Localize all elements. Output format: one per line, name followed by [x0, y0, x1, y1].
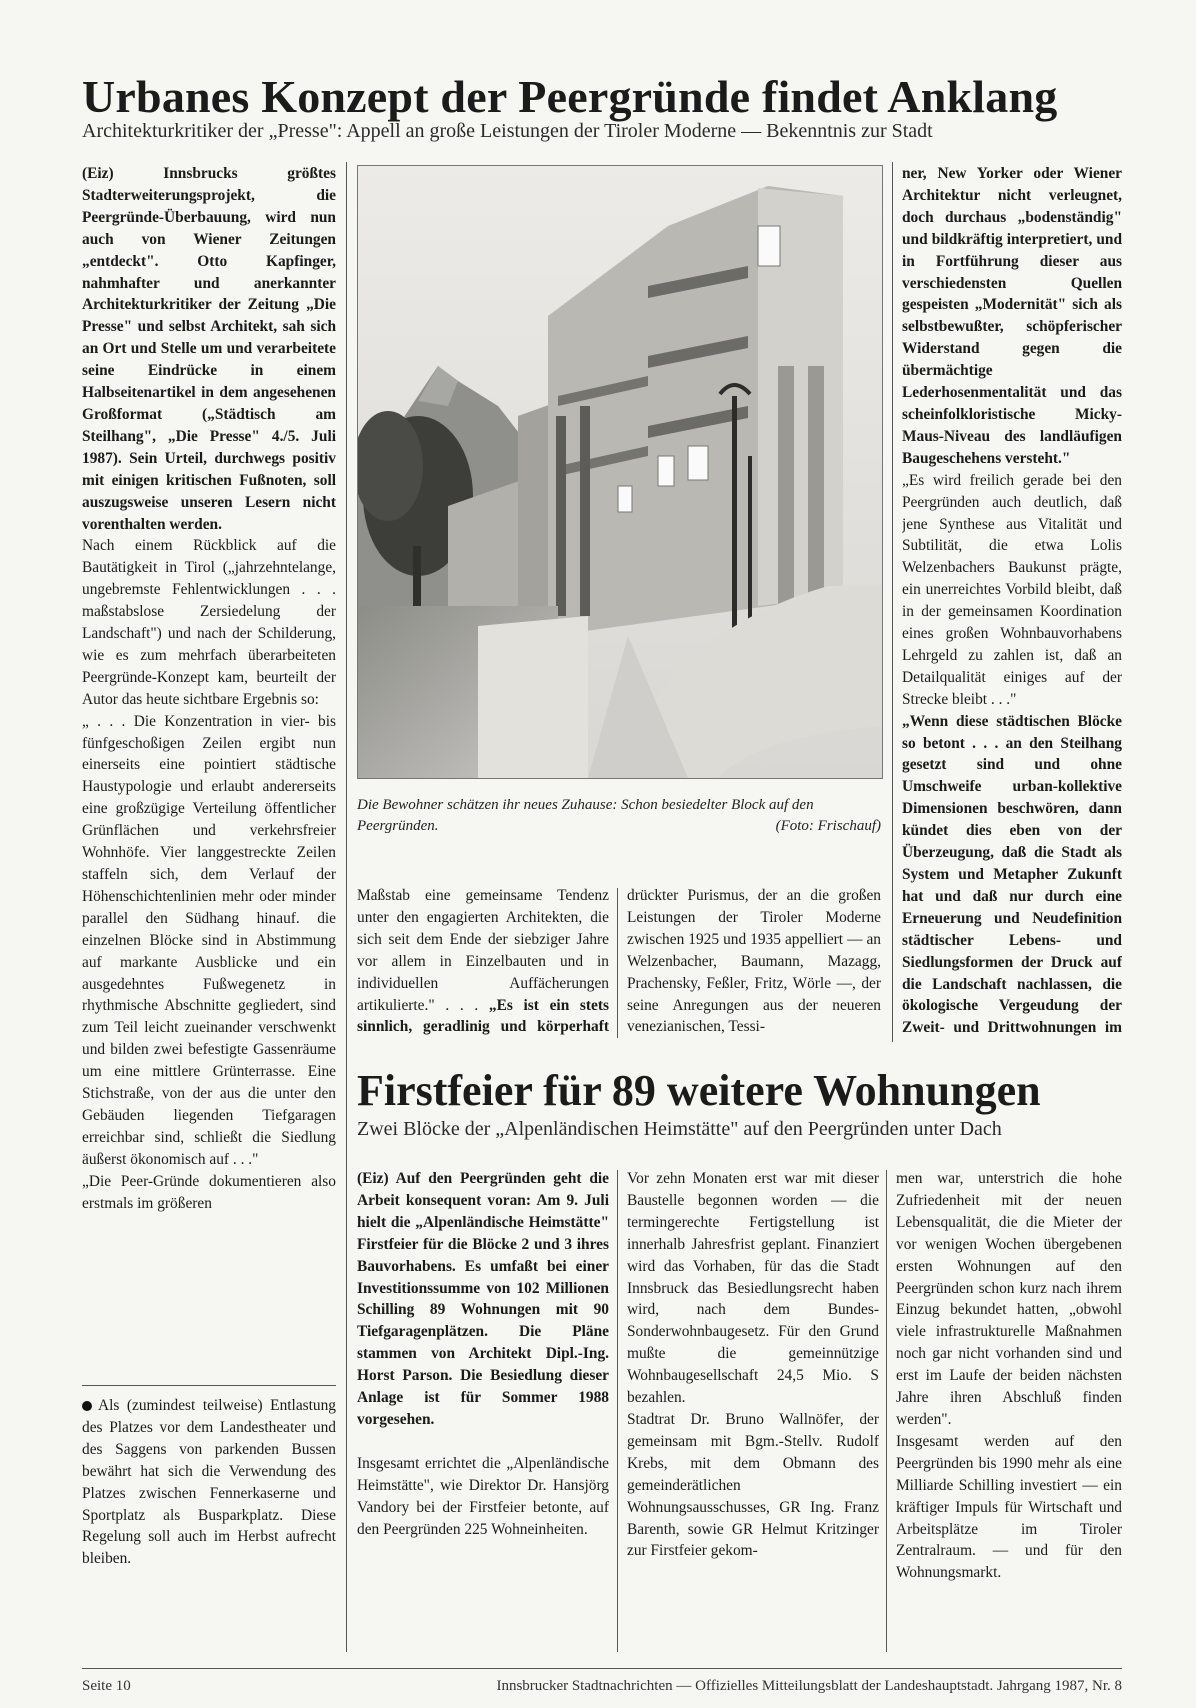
article-headline: Urbanes Konzept der Peergründe findet Anklang — [82, 71, 1058, 122]
page-number: Seite 10 — [82, 1678, 131, 1694]
brief-divider — [82, 1385, 336, 1386]
column-rule — [346, 162, 347, 1652]
article-quote: drückter Purismus, der an die großen Leistungen der Tiroler Moderne zwischen 1925 und 1935 appelliert — an Welzenbacher, Baumann, Mazagg, Prachensky, Feßler, Fritz, Wörle —, der seine Anregungen aus der neueren venezianischen, Tessi- — [627, 887, 881, 1036]
caption-text: Die Bewohner schätzen ihr neues Zuhause: Schon besiedelter Block auf den Peergründen. — [357, 797, 814, 834]
article1-column-1 — [82, 163, 336, 1368]
article-quote: „Es ist ein stets sinnlich, geradlinig und körperhaft — [357, 996, 609, 1036]
photo-credit: (Foto: Frischauf) — [775, 818, 881, 834]
article1-column-3 — [902, 163, 1122, 1043]
article2-headline: Firstfeier für 89 weitere Wohnungen — [357, 1066, 1041, 1115]
article-lead: (Eiz) Innsbrucks größtes Stadterweiterungsprojekt, die Peergründe-Überbauung, wird nun auch von Wiener Zeitungen „entdeckt". Otto Kapfinger, nahmhafter und anerkannter Architekturkritiker der Zeitung „Die Presse" und selbst Architekt, sah sich an Ort und Stelle um und verarbeitete seine Eindrücke in einem Halbseitenartikel in dem angesehenen Großformat („Städtisch am Steilhang", „Die Presse" 4./5. Juli 1987). Sein Urteil, durchwegs positiv mit einigen kritischen Fußnoten, soll auszugsweise unseren Lesern nicht vorenthalten werden. — [82, 165, 336, 533]
building-photo-image — [358, 166, 882, 778]
article-paragraph: Stadtrat Dr. Bruno Wallnöfer, der gemeinsam mit Bgm.-Stellv. Rudolf Krebs, mit dem Obmann des gemeinderätlichen Wohnungsausschusses, GR Ing. Franz Barenth, sowie GR Helmut Kritzinger zur Firstfeier gekom- — [627, 1410, 879, 1560]
article-paragraph: Insgesamt errichtet die „Alpenländische Heimstätte", wie Direktor Dr. Hansjörg Vandory bei der Firstfeier betonte, auf den Peergründen 225 Wohneinheiten. — [357, 1454, 609, 1538]
article-quote: ner, New Yorker oder Wiener Architektur nicht verleugnet, doch durchaus „bodenständig" und bildkräftig interpretiert, und in Fortführung dieser aus verschiedensten Quellen gespeisten „Modernität" sich als selbstbewußter, schöpferischer Widerstand gegen die übermächtige Lederhosenmentalität und das scheinfolkloristische Micky-Maus-Niveau des landläufigen Baugeschehens versteht." — [902, 165, 1122, 467]
page-footer — [82, 1678, 1122, 1695]
article-paragraph: „ . . . Die Konzentration in vier- bis fünfgeschoßigen Zeilen ergibt nun einerseits eine pointiert städtische Haustypologie und erlaubt andererseits eine großzügige Verteilung öffentlicher Grünflächen und verkehrsfreier Wohnhöfe. Vier langgestreckte Zeilen staffeln sich, dem Verlauf der Höhenschichtenlinien mehr oder minder parallel den Südhang hinauf. die einzelnen Blöcke sind in Abstimmung auf markante Ausblicke und ein ausgedehntes Fußwegenetz in rhythmische Abschnitte gegliedert, sind zum Teil leicht zueinander verschwenkt und bilden zwei befestigte Gassenräume um eine mittlere Grünterrasse. Eine Stichstraße, von der aus die unter den Gebäuden liegenden Tiefgaragen erreichbar sind, schließt die Siedlung äußerst ökonomisch auf . . ." — [82, 712, 336, 1168]
article-lead: (Eiz) Auf den Peergründen geht die Arbeit konsequent voran: Am 9. Juli hielt die „Alpenländische Heimstätte" Firstfeier für die Blöcke 2 und 3 ihres Bauvorhabens. Es umfaßt bei einer Investitionssumme von 102 Millionen Schilling 89 Wohnungen mit 90 Tiefgaragenplätzen. Die Pläne stammen von Architekt Dipl.-Ing. Horst Parson. Die Besiedlung dieser Anlage ist für Sommer 1988 vorgesehen. — [357, 1170, 609, 1428]
column-rule — [886, 1170, 887, 1652]
article-paragraph: „Die Peer-Gründe dokumentieren also erstmals im größeren — [82, 1172, 336, 1212]
article2-column-2 — [627, 1168, 879, 1653]
article-paragraph: „Es wird freilich gerade bei den Peergründen auch deutlich, daß jene Synthese aus Vitalität und Subtilität, die etwa Lolis Welzenbachers Baukunst prägte, ein unerreichtes Vorbild bleibt, daß in der gemeinsamen Koordination eines großen Wohnbauvorhabens Lehrgeld zu zahlen ist, daß an Detailqualität einiges auf der Strecke bleibt . . ." — [902, 471, 1122, 708]
article-paragraph: men war, unterstrich die hohe Zufriedenheit mit der neuen Lebensqualität, die die Mieter der vor wenigen Wochen übergebenen ersten Wohnungen auf den Peergründen schon kurz nach ihrem Einzug bekundet hatten, „obwohl viele infrastrukturelle Maßnahmen noch gar nicht vorhanden sind und erst im Laufe der beiden nächsten Jahre ihren Abschluß finden werden". — [896, 1170, 1122, 1428]
column-rule — [617, 888, 618, 1038]
footer-rule — [82, 1668, 1122, 1669]
article-quote: „Wenn diese städtischen Blöcke so betont . . . an den Steilhang gesetzt sind und ohne Umschweife urban-kollektive Dimensionen beschwören, dann kündet dies eben von der Überzeugung, daß die Stadt als System und Metapher Zukunft hat und daß nur durch eine Erneuerung und Neudefinition städtischer Lebens- und Siedlungsformen der Druck auf die Landschaft nachlassen, die ökologische Vergeudung der Zweit- und Drittwohnungen im — [902, 712, 1122, 1037]
article-paragraph: Maßstab eine gemeinsame Tendenz unter den engagierten Architekten, die sich seit dem Ende der siebziger Jahre vor allem in Einzelbauten und in individuellen Auffächerungen artikulierte." . . . — [357, 887, 609, 1014]
article-paragraph: Insgesamt werden auf den Peergründen bis 1990 mehr als eine Milliarde Schilling investiert — ein kräftiger Impuls für Wirtschaft und Arbeitsplätze im Tiroler Zentralraum. — und für den Wohnungsmarkt. — [896, 1432, 1122, 1582]
building-photo — [357, 165, 883, 779]
bullet-icon — [82, 1401, 92, 1411]
article-paragraph: Nach einem Rückblick auf die Bautätigkeit in Tirol („jahrzehntelange, ungebremste Fehlentwicklungen . . . maßstabslose Zersiedelung der Landschaft") und nach der Schilderung, wie es zum mehrfach überarbeiteten Peergründe-Konzept kam, beurteilt der Autor das heute sichtbare Ergebnis so: — [82, 537, 336, 708]
column-rule — [892, 162, 893, 1042]
column-rule — [617, 1170, 618, 1652]
article1-column-2a — [357, 885, 609, 1040]
brief-text: Als (zumindest teilweise) Entlastung des Platzes vor dem Landestheater und des Saggens von parkenden Bussen bewährt hat sich die Verwendung des Platzes zwischen Fennerkaserne und Sportplatz als Busparkplatz. Diese Regelung soll auch im Herbst aufrecht bleiben. — [82, 1397, 336, 1568]
photo-caption — [357, 795, 881, 837]
article-paragraph: Vor zehn Monaten erst war mit dieser Baustelle begonnen worden — die termingerechte Fertigstellung ist innerhalb Jahresfrist geplant. Finanziert wird das Vorhaben, für das die Stadt Innsbruck das Besiedlungsrecht haben wird, nach dem Bundes-Sonderwohnbaugesetz. Für den Grund mußte die gemeinnützige Wohnbaugesellschaft 24,5 Mio. S bezahlen. — [627, 1170, 879, 1407]
article2-subheadline: Zwei Blöcke der „Alpenländischen Heimstätte" auf den Peergründen unter Dach — [357, 1118, 1002, 1140]
article2-column-1 — [357, 1168, 609, 1653]
publication-masthead: Innsbrucker Stadtnachrichten — Offizielles Mitteilungsblatt der Landeshauptstadt. Jahrgang 1987, Nr. 8 — [496, 1678, 1122, 1694]
article2-column-3 — [896, 1168, 1122, 1653]
news-brief — [82, 1395, 336, 1650]
article-subheadline: Architekturkritiker der „Presse": Appell an große Leistungen der Tiroler Moderne — Bekenntnis zur Stadt — [82, 120, 933, 142]
article1-column-2b — [627, 885, 881, 1040]
